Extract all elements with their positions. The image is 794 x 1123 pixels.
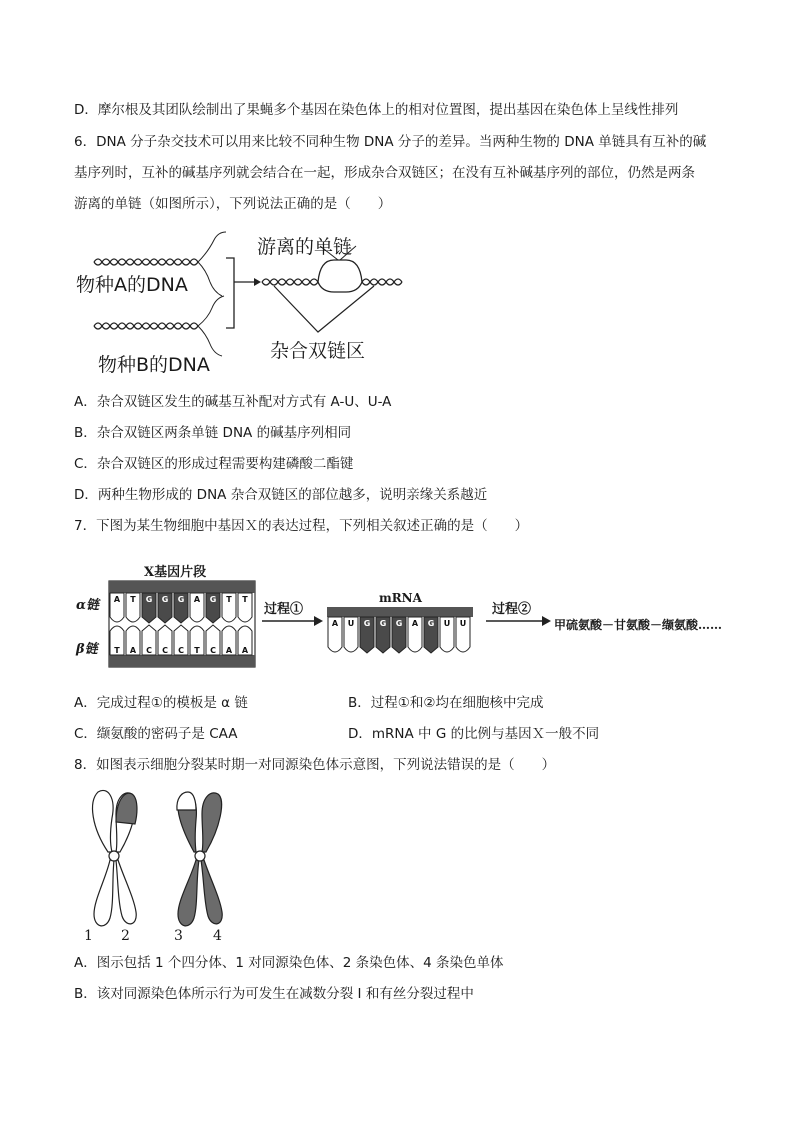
species-a-label: 物种A的DNA <box>76 274 188 296</box>
mrna-base-letter-9: U <box>459 619 467 628</box>
beta-base-letter-3: C <box>146 646 152 655</box>
q6-stem-line-1: 6．DNA 分子杂交技术可以用来比较不同种生物 DNA 分子的差异。当两种生物的 DNA 单链具有互补的碱 <box>74 134 707 150</box>
bracket <box>226 258 234 328</box>
alpha-base-letter-1: A <box>113 595 121 604</box>
mrna-base-letter-8: U <box>443 619 451 628</box>
mrna-base-letter-4: G <box>379 619 387 628</box>
alpha-base-letter-6: A <box>193 595 201 604</box>
species-b-free-end <box>198 296 224 326</box>
q6-option-d: D．两种生物形成的 DNA 杂合双链区的部位越多，说明亲缘关系越近 <box>74 487 488 503</box>
q7-option-d: D．mRNA 中 G 的比例与基因Ｘ一般不同 <box>348 726 600 742</box>
alpha-base-letter-4: G <box>161 595 169 604</box>
gene-expression-figure <box>74 558 764 670</box>
chromatid-2-upper-shaded <box>116 793 137 824</box>
chromatid-label-2: 2 <box>121 928 130 944</box>
alpha-base-letter-9: T <box>242 595 248 604</box>
q7-stem: 7．下图为某生物细胞中基因Ｘ的表达过程，下列相关叙述正确的是（ ） <box>74 518 529 534</box>
alpha-base-letter-7: G <box>209 595 217 604</box>
amino-acid-chain: 甲硫氨酸－甘氨酸－缬氨酸…… <box>554 618 723 632</box>
q8-option-b: B．该对同源染色体所示行为可发生在减数分裂 I 和有丝分裂过程中 <box>74 986 474 1002</box>
alpha-base-letter-8: T <box>226 595 232 604</box>
mrna-base-letter-2: U <box>347 619 355 628</box>
mrna-strand <box>326 606 474 658</box>
dna-hybridization-figure <box>74 222 414 378</box>
q6-stem-line-2: 基序列时，互补的碱基序列就会结合在一起，形成杂合双链区；在没有互补碱基序列的部位，仍然是两条 <box>74 165 695 181</box>
mrna-title: mRNA <box>379 591 422 605</box>
beta-base-letter-5: C <box>178 646 184 655</box>
centromere-2 <box>195 851 205 861</box>
centromere-1 <box>109 851 119 861</box>
hybrid-pointer <box>274 286 374 332</box>
chromosome-drawing <box>78 788 238 948</box>
mrna-base-letter-1: A <box>331 619 339 628</box>
chromatid-3-lower <box>178 860 199 926</box>
beta-base-letter-2: A <box>129 646 137 655</box>
dna-double-strand <box>108 580 256 670</box>
homologous-chromosomes-figure <box>78 788 238 948</box>
mrna-base-letter-5: G <box>395 619 403 628</box>
species-a-helix-2 <box>94 259 198 265</box>
chromatid-1-lower <box>94 860 114 926</box>
alpha-base-letter-2: T <box>130 595 136 604</box>
free-strand-loop <box>318 260 362 282</box>
alpha-strand-label: α链 <box>76 598 100 613</box>
mrna-base-letter-7: G <box>427 619 435 628</box>
q6-option-a: A．杂合双链区发生的碱基互补配对方式有 A-U、U-A <box>74 394 392 410</box>
chromatid-label-4: 4 <box>213 928 222 944</box>
process-1-arrow <box>260 614 324 628</box>
process-1-label: 过程① <box>264 602 304 617</box>
chromatid-label-1: 1 <box>84 928 93 944</box>
species-a-free-end <box>198 232 226 262</box>
free-strand-loop-2 <box>318 282 362 292</box>
q6-option-c: C．杂合双链区的形成过程需要构建磷酸二酯键 <box>74 456 354 472</box>
q8-option-a: A．图示包括 1 个四分体、1 对同源染色体、2 条染色体、4 条染色单体 <box>74 955 504 971</box>
alpha-base-letter-5: G <box>177 595 185 604</box>
chromatid-4-lower <box>201 860 222 924</box>
q6-option-b: B．杂合双链区两条单链 DNA 的碱基序列相同 <box>74 425 352 441</box>
chromatid-3-upper-light <box>177 792 196 810</box>
beta-base-letter-9: A <box>241 646 249 655</box>
chromatid-4-upper <box>202 793 222 852</box>
arrow-head <box>254 278 261 286</box>
beta-base-letter-1: T <box>114 646 120 655</box>
species-b-label: 物种B的DNA <box>98 354 210 376</box>
hybrid-region-label: 杂合双链区 <box>270 340 366 362</box>
beta-base-letter-7: C <box>210 646 216 655</box>
hybrid-left-strand-2 <box>262 279 318 285</box>
beta-strand-label: β链 <box>76 642 98 657</box>
mrna-backbone <box>327 607 473 617</box>
alpha-base-letter-3: G <box>145 595 153 604</box>
process-2-arrow <box>484 614 552 628</box>
q7-option-a: A．完成过程①的模板是 α 链 <box>74 695 248 711</box>
alpha-backbone <box>109 581 255 593</box>
beta-base-letter-4: C <box>162 646 168 655</box>
species-a-free-end-2 <box>198 262 222 296</box>
beta-base-letter-8: A <box>225 646 233 655</box>
gene-fragment-title: X基因片段 <box>144 565 207 580</box>
chromatid-1-upper <box>93 790 114 852</box>
mrna-base-letter-3: G <box>363 619 371 628</box>
mrna-base-letter-6: A <box>411 619 419 628</box>
free-strand-label: 游离的单链 <box>257 236 353 258</box>
process-2-label: 过程② <box>492 602 532 617</box>
chromatid-2-lower <box>116 860 136 924</box>
beta-backbone <box>109 655 255 667</box>
q5-option-d: D．摩尔根及其团队绘制出了果蝇多个基因在染色体上的相对位置图，提出基因在染色体上呈线性排列 <box>74 102 679 118</box>
q8-stem: 8．如图表示细胞分裂某时期一对同源染色体示意图，下列说法错误的是（ ） <box>74 757 556 773</box>
q7-option-b: B．过程①和②均在细胞核中完成 <box>348 695 544 711</box>
beta-base-letter-6: T <box>194 646 200 655</box>
q7-option-c: C．缬氨酸的密码子是 CAA <box>74 726 238 742</box>
species-b-helix-2 <box>94 323 198 329</box>
chromatid-label-3: 3 <box>174 928 183 944</box>
q6-stem-line-3: 游离的单链（如图所示），下列说法正确的是（ ） <box>74 196 392 212</box>
